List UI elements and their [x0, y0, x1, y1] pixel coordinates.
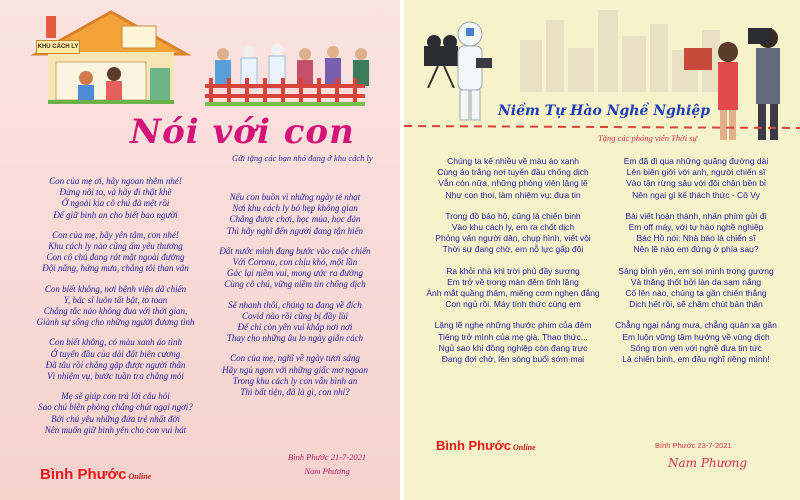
poem-line: Sống trọn vẹn với nghề đưa tin tức	[630, 342, 762, 353]
poem-line: Đang đợi chờ, lên sóng buổi sớm mai	[441, 354, 585, 365]
poem-line: Giành sự sống cho những người đương tình	[36, 317, 195, 328]
poem-stanza	[602, 211, 790, 256]
poem-line: Chẳng ngại nắng mưa, chẳng quản xa gần	[615, 320, 777, 331]
poem-stanza	[602, 266, 790, 311]
poem-line: Cùng cô chú, vững niềm tin chống dịch	[224, 279, 366, 290]
poem-line: Vào khu cách ly, em ra chốt dịch	[451, 222, 575, 233]
date-right: Bình Phước 23-7-2021	[655, 441, 732, 450]
poem-column-right-1	[420, 156, 606, 375]
poem-line: Đội nắng, hứng mưa, chẳng tôi than vãn	[42, 263, 189, 274]
poem-line: Sẽ nhanh thôi, chúng ta đang về đích	[228, 299, 362, 310]
poem-line: Như con thoi, làm nhiệm vụ: đưa tin	[445, 189, 581, 200]
poem-line: Nơi khu cách ly bó hẹp không gian	[232, 203, 358, 214]
poem-line: Vào tận rừng sâu với đôi chân bền bỉ	[626, 178, 766, 189]
poem-line: Mẹ sẽ giúp con trả lời câu hỏi	[61, 391, 170, 402]
poem-column-left-1	[18, 176, 213, 445]
poem-line: Y, bác sĩ luôn tất bật, to toan	[63, 294, 168, 305]
poem-line: Để giữ bình an cho biết bao người	[53, 209, 178, 220]
poem-stanza	[18, 391, 213, 436]
poem-line: Con của mẹ, nghĩ về ngày tươi sáng	[230, 353, 360, 364]
poem-line: Và thăng thốt bởi làn da sạm nắng	[630, 276, 762, 287]
poem-dedication-left: Gửi tặng các bạn nhỏ đang ở khu cách ly	[232, 153, 373, 163]
poem-line: Khu cách ly nào cũng ấm yêu thương	[48, 241, 183, 252]
poem-line: Con cô chú đang rát mặt ngoài đường	[46, 252, 185, 263]
poem-column-right-2	[602, 156, 790, 375]
poem-stanza	[18, 230, 213, 275]
protective-suit-reporter-illustration	[440, 18, 500, 128]
poem-line: Trong đồ bảo hộ, cũng là chiến binh	[445, 210, 581, 221]
poem-line: Sao chú biên phòng chẳng chút ngại ngơi?	[38, 402, 193, 413]
poem-line: Thì hãy nghĩ đến người đang tận hiến	[227, 225, 363, 236]
poem-stanza	[200, 246, 390, 291]
poem-line: Hãy ngủ ngon với những giấc mơ ngoan	[222, 364, 368, 375]
poem-line: Ra khỏi nhà khi trời phủ đầy sương	[446, 265, 580, 276]
poem-line: Thời sự đang chờ, em nỗ lực gấp đôi	[442, 244, 584, 255]
logo-online-right: Online	[513, 443, 536, 452]
poem-line: Cố lên nào, chúng ta gần chiến thắng	[625, 288, 767, 299]
poem-line: Thì bất tiện, đã là gì, con nhỉ?	[240, 387, 350, 398]
poem-line: Nên ngại gì kế thách thức - Cô Vy	[632, 189, 760, 200]
poem-line: Ở tuyến đầu của dải đất biên cương	[50, 348, 181, 359]
poem-line: Em off máy, với tự hào nghề nghiệp	[628, 222, 764, 233]
binh-phuoc-logo-right	[436, 438, 536, 453]
poem-line: Vẫn còn nữa, những phóng viên lặng lẽ	[438, 178, 588, 189]
poem-title-left: Nói với con	[130, 112, 355, 152]
poem-line: Lên biên giới với anh, người chiến sĩ	[626, 167, 766, 178]
poem-line: Lặng lẽ nghe những thước phim của đêm	[434, 320, 592, 331]
poem-stanza	[18, 284, 213, 329]
poem-line: Gác lại niềm vui, mong ước ra đường	[227, 268, 363, 279]
poem-line: Trong khu cách ly con vẫn bình an	[232, 375, 358, 386]
poem-line: Là chiến binh, em đâu nghĩ riêng mình!	[622, 354, 770, 365]
poem-line: Ngủ sao khi đồng nghiệp còn đang trực	[438, 342, 588, 353]
poem-stanza	[420, 320, 606, 365]
poem-line: Con của mẹ ơi, hãy ngoan thêm nhé!	[49, 176, 182, 186]
poem-stanza	[18, 337, 213, 382]
author-right: Nam Phương	[668, 456, 748, 470]
poem-line: Tiếng trở mình của mẹ già. Thao thức...	[438, 331, 588, 342]
poem-line: Đừng nôi to, và hãy đi thật khẽ	[59, 187, 172, 198]
poem-line: Đất nước mình đang bước vào cuộc chiến	[219, 245, 371, 256]
poem-stanza	[602, 156, 790, 201]
poem-line: Bởi chú yêu những đứa trẻ nhất đời	[51, 413, 180, 424]
author-left: Nam Phương	[304, 466, 350, 476]
poem-line: Con biết không, nơi bệnh viện dã chiến	[44, 283, 187, 294]
poem-line: Ánh mắt quầng thâm, miếng cơm nghẹn đắng	[426, 288, 600, 299]
poem-line: Vì nhiệm vụ, bước tuần tra chẳng mỏi	[47, 371, 184, 382]
poem-line: Em đã đi qua những quãng đường dài	[623, 156, 769, 166]
poem-stanza	[420, 266, 606, 311]
poem-line: Covid nào rồi cũng bị đầy lùi	[242, 310, 348, 321]
poem-line: Bác Hồ nói: Nhà báo là chiến sĩ	[636, 233, 756, 244]
poem-line: Con biết không, có màu xanh áo tình	[49, 337, 182, 348]
poem-line: Bài viết hoàn thành, nhấn phím gửi đi	[625, 210, 767, 221]
poem-line: Dịch hết rồi, sẽ chăm chút bản thân	[629, 299, 763, 310]
poem-line: Con của mẹ, hãy yên tâm, con nhé!	[52, 229, 179, 240]
quarantine-house-illustration	[26, 6, 196, 106]
poem-stanza	[200, 353, 390, 398]
logo-text-left: Bình Phước	[40, 466, 127, 483]
poem-line: Con ngủ rồi. Máy tính thức cùng em	[445, 299, 581, 310]
poem-line: Phỏng vấn người dân, chụp hình, viết vội	[435, 233, 591, 244]
poem-line: Chúng ta kế nhiều về màu áo xanh	[447, 156, 579, 166]
poem-line: Chẳng tắc nào không đua với thời gian,	[43, 306, 188, 317]
poem-title-right: Niềm Tự Hào Nghề Nghiệp	[498, 103, 711, 119]
poem-line: Thay cho những âu lo ngày giãn cách	[226, 333, 364, 344]
poem-stanza	[200, 300, 390, 345]
poem-line: Nên muốn giữ bình yên cho con vui hát	[44, 424, 187, 435]
poem-line: Em luôn vững tâm hướng về vùng dịch	[622, 331, 770, 342]
poem-stanza	[200, 192, 390, 237]
logo-text-right: Bình Phước	[436, 438, 511, 453]
poem-line: Để chỉ còn yên vui khắp nơi nơi	[237, 322, 353, 333]
poem-stanza	[18, 176, 213, 221]
fence-illustration	[205, 78, 365, 106]
poem-line: Cùng áo trắng nơi tuyến đầu chống dịch	[437, 167, 589, 178]
poem-stanza	[420, 156, 606, 201]
poem-line: Ở ngoài kia cô chú đã mệt rồi	[61, 198, 170, 209]
signature-left	[288, 450, 366, 478]
poem-line: Sáng bình yên, em soi mình trong gương	[618, 265, 774, 276]
poem-dedication-right: Tặng các phóng viên Thời sự	[598, 133, 698, 143]
poem-column-left-2	[200, 192, 390, 407]
logo-online-left: Online	[128, 472, 152, 481]
barrier-tape-illustration	[404, 118, 800, 134]
date-left: Bình Phước 21-7-2021	[288, 452, 367, 462]
quarantine-sign: KHU CÁCH LY	[36, 40, 80, 54]
poem-line: Em trở về trong màn đêm tĩnh lặng	[447, 276, 579, 287]
poem-line: Với Corona, con chịu khó, một lần	[232, 257, 358, 268]
poem-line: Đã tâu rồi chẳng gặp được người thân	[45, 359, 186, 370]
poem-line: Chẳng được chơi, học múa, học đàn	[229, 214, 361, 225]
poem-line: Nếu con buồn vì những ngày tẻ nhạt	[229, 192, 361, 202]
binh-phuoc-logo-left	[40, 466, 151, 483]
poem-line: Nên lẽ nào em đứng ở phía sau?	[633, 244, 759, 255]
poem-stanza	[602, 320, 790, 365]
poem-stanza	[420, 211, 606, 256]
